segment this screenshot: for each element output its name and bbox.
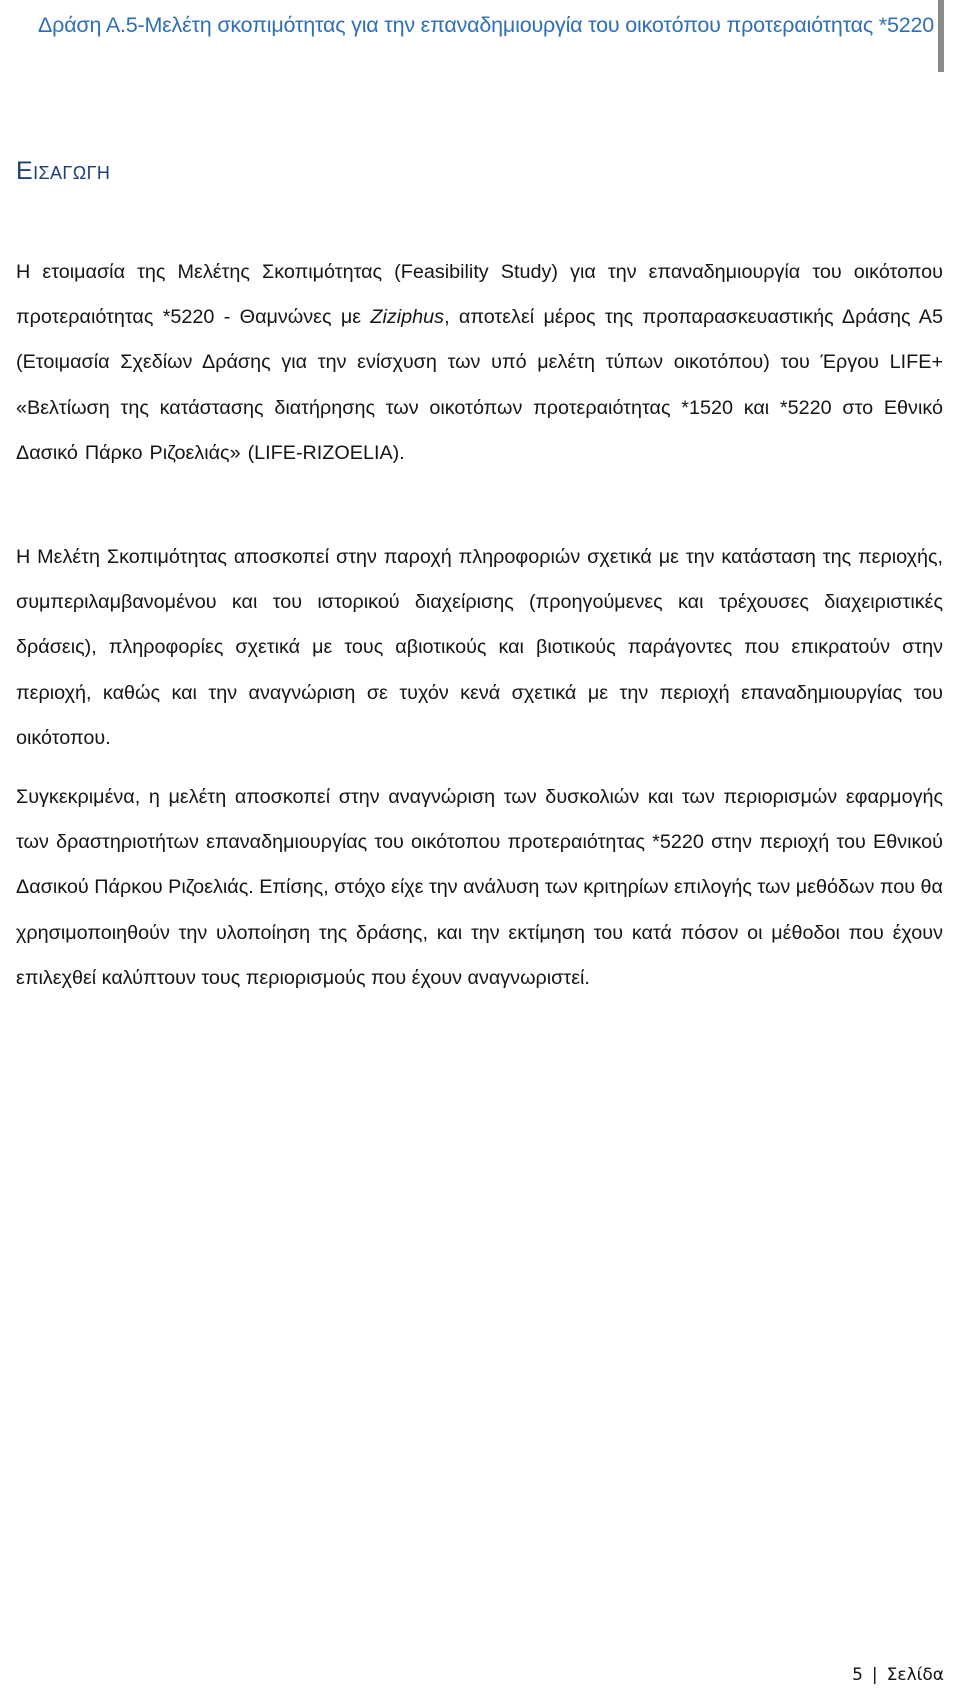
species-name-italic: Ziziphus [370, 306, 445, 329]
paragraph-introduction [16, 250, 943, 476]
paragraph-specific-goals: Συγκεκριμένα, η μελέτη αποσκοπεί στην αναγνώριση των δυσκολιών και των περιορισμών εφαρμογής των δραστηριοτήτων επαναδημιουργίας του οικότοπου προτεραιότητας *5220 στην περιοχή του Εθνικού Δασικού Πάρκου Ριζοελιάς. Επίσης, στόχο είχε την ανάλυση των κριτηρίων επιλογής των μεθόδων που θα χρησιμοποιηθούν την υλοποίηση της δράσης, και την εκτίμηση του κατά πόσον οι μέθοδοι που έχουν επιλεχθεί καλύπτουν τους περιορισμούς που έχουν αναγνωριστεί. [16, 786, 943, 989]
paragraph-study-purpose: Η Μελέτη Σκοπιμότητας αποσκοπεί στην παροχή πληροφοριών σχετικά με την κατάσταση της περιοχής, συμπεριλαμβανομένου και του ιστορικού διαχείρισης (προηγούμενες και τρέχουσες διαχειριστικές δράσεις), πληροφορίες σχετικά με τους αβιοτικούς και βιοτικούς παράγοντες που επικρατούν στην περιοχή, καθώς και την αναγνώριση σε τυχόν κενά σχετικά με την περιοχή επαναδημιουργίας του οικότοπου. [16, 546, 943, 749]
header-title: Δράση Α.5-Μελέτη σκοπιμότητας για την επαναδημιουργία του οικοτόπου προτεραιότητας *5220 [38, 13, 934, 37]
page-footer [852, 1663, 944, 1687]
section-heading: Εισαγωγη [16, 157, 111, 185]
page-label: Σελίδα [886, 1665, 944, 1685]
page-number: 5 [852, 1665, 863, 1685]
header-vertical-rule [938, 0, 944, 72]
paragraph-text-segment: , αποτελεί μέρος της προπαρασκευαστικής Δράσης Α5 (Ετοιμασία Σχεδίων Δράσης για την ενίσχυση των υπό μελέτη τύπων οικοτόπου) του Έργου LIFE+ «Βελτίωση της κατάστασης διατήρησης των οικοτόπων προτεραιότητας *1520 και *5220 στο Εθνικό Δασικό Πάρκο Ριζοελιάς» (LIFE-RIZOELIA). [16, 306, 943, 464]
page-header [0, 0, 960, 58]
paragraph-text-segment: Η ετοιμασία της Μελέτης Σκοπιμότητας (Feasibility Study) για την επαναδημιουργία του οικότοπου προτεραιότητας *5220 - Θαμνώνες με [16, 261, 943, 329]
footer-separator: | [871, 1665, 878, 1685]
